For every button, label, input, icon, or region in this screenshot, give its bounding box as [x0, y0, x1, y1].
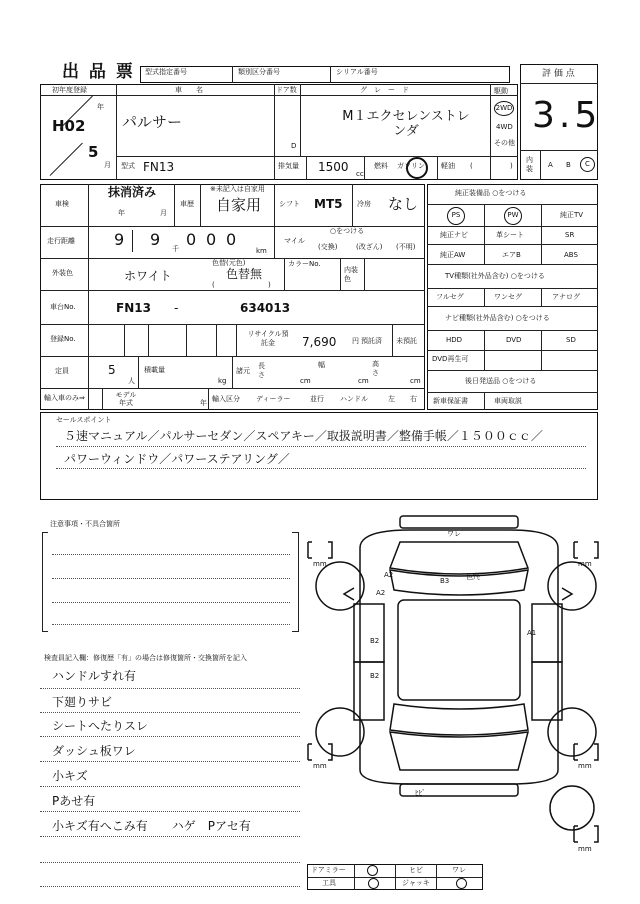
- model-value: FN13: [143, 160, 175, 174]
- ac-value: なし: [388, 195, 419, 213]
- serial-label: シリアル番号: [336, 68, 378, 76]
- type-label: 型式指定番号: [145, 68, 187, 76]
- sales-points-label: セールスポイント: [56, 416, 112, 424]
- ps-checked: PS: [447, 207, 465, 225]
- drive-other-option: その他: [494, 139, 515, 147]
- page-title: 出 品 票: [62, 62, 135, 82]
- mark-front-bumper: ワレ: [447, 530, 461, 538]
- color-change-value: 色替無: [226, 267, 263, 281]
- wheel-rear-right: [548, 708, 596, 756]
- chassis-number: 634013: [240, 301, 291, 315]
- equip-tv: 純正TV: [560, 211, 584, 219]
- grade-value: M１エクセレンストレンダ: [342, 109, 470, 139]
- note-item-3: シートへたりスレ: [52, 719, 149, 733]
- car-damage-diagram: [300, 508, 610, 868]
- mirror-ok-mark: [367, 865, 378, 876]
- mileage-digit-1: 9: [114, 230, 125, 249]
- interior-grade-b: B: [566, 161, 571, 169]
- note-item-4: ダッシュ板ワレ: [52, 744, 136, 758]
- mark-front-left-1: A2: [384, 571, 394, 579]
- mark-right-door: A1: [527, 629, 537, 637]
- mileage-digit-4: 0: [206, 230, 217, 249]
- drive-label: 駆動: [494, 87, 508, 95]
- door-label: ドア数: [276, 86, 297, 94]
- capacity-value: 5: [108, 363, 116, 377]
- drive-4wd-option: 4WD: [496, 123, 513, 131]
- mark-left-door-front: B2: [370, 637, 380, 645]
- name-label: 車 名: [175, 86, 203, 94]
- mark-rear: ﾋﾋﾞ: [415, 789, 426, 797]
- note-item-7: 小キズ有へこみ有 ハゲ Pアセ有: [52, 819, 251, 833]
- mileage-digit-5: 0: [226, 230, 237, 249]
- shift-value: MT5: [314, 197, 343, 211]
- recycle-fee: 7,690: [302, 335, 337, 349]
- fuel-selected-circle: [406, 157, 428, 179]
- wheel-rear-left: [316, 708, 364, 756]
- pw-checked: PW: [504, 207, 522, 225]
- mark-front-left-2: A2: [376, 589, 386, 597]
- equipment-title: 純正装備品 ○をつける: [455, 189, 527, 197]
- first-reg-label: 初年度登録: [52, 86, 87, 94]
- note-item-6: Pあせ有: [52, 794, 96, 808]
- shaken-status: 抹消済み: [108, 185, 157, 199]
- history-value: 自家用: [216, 196, 262, 214]
- note-item-1: ハンドルすれ有: [52, 669, 137, 683]
- first-reg-era: H02: [52, 117, 86, 135]
- roof: [398, 600, 520, 700]
- inspector-label: 検査員記入欄：修復歴「有」の場合は修復箇所・交換箇所を記入: [44, 654, 247, 662]
- drive-2wd-option: 2WD: [494, 101, 514, 116]
- mark-hood-fade: 色ｱｾ: [466, 573, 480, 581]
- notes-label: 注意事項・不具合箇所: [50, 520, 120, 528]
- score-label: 評 価 点: [542, 69, 575, 79]
- grade-label: グ レ ー ド: [360, 86, 409, 94]
- mileage-digit-3: 0: [186, 230, 197, 249]
- score-value: 3.5: [532, 95, 602, 136]
- wheel-front-left: [316, 562, 364, 610]
- fuel-gasoline: ガソリン: [397, 162, 425, 170]
- wheel-front-right: [548, 562, 596, 610]
- mark-left-door-rear: B2: [370, 672, 380, 680]
- note-item-5: 小キズ: [52, 769, 88, 783]
- chassis-prefix: FN13: [116, 301, 151, 315]
- exterior-color: ホワイト: [124, 269, 172, 283]
- mark-hood: B3: [440, 577, 450, 585]
- interior-grade-c: C: [580, 157, 595, 172]
- front-bumper: [400, 516, 518, 528]
- interior-grade-a: A: [548, 161, 553, 169]
- sales-points-line2: パワーウィンドウ／パワーステアリング／: [64, 452, 290, 466]
- class-label: 類別区分番号: [238, 68, 280, 76]
- front-left-door: [354, 604, 384, 662]
- mileage-digit-2: 9: [150, 230, 161, 249]
- tools-ok-mark: [368, 878, 379, 889]
- spare-wheel: [550, 786, 594, 830]
- jack-ok-mark: [456, 878, 467, 889]
- id-number-row: [140, 66, 510, 83]
- rear-left-door: [354, 662, 384, 720]
- door-value: D: [291, 142, 297, 150]
- car-name: パルサー: [122, 113, 183, 131]
- sales-points-line1: ５速マニュアル／パルサーセダン／スペアキー／取扱説明書／整備手帳／１５００ｃｃ／: [64, 429, 543, 443]
- note-item-2: 下廻りサビ: [52, 695, 113, 709]
- first-reg-month: 5: [88, 143, 99, 161]
- displacement-value: 1500: [318, 160, 349, 174]
